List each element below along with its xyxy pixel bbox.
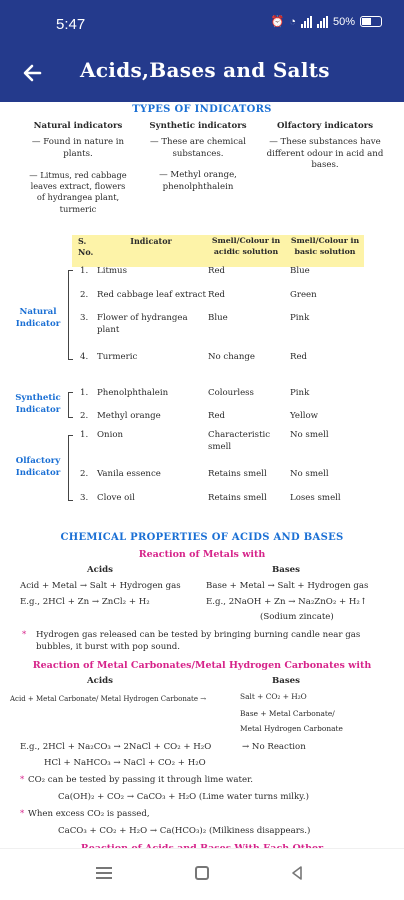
carb-acids-label: Acids — [86, 676, 113, 686]
th-sno: S. No. — [78, 236, 94, 257]
carb-bases-label: Bases — [272, 676, 300, 686]
carb-eg1: E.g., 2HCl + Na₂CO₃ → 2NaCl + CO₂ + H₂O — [20, 742, 212, 752]
row-indicator: Phenolphthalein — [97, 388, 169, 398]
row-acidic: Red — [208, 290, 226, 300]
note2-text: CO₂ can be tested by passing it through lime water. — [28, 775, 253, 785]
row-acidic: Retains smell — [208, 493, 267, 503]
system-nav-bar — [0, 848, 404, 900]
row-basic: Yellow — [290, 411, 319, 421]
col2-p1: — These are chemical substances. — [150, 137, 246, 159]
row-basic: Pink — [290, 388, 310, 398]
th-indicator: Indicator — [130, 236, 172, 246]
note2-eq: Ca(OH)₂ + CO₂ → CaCO₃ + H₂O (Lime water turns milky.) — [58, 792, 309, 802]
home-nav-icon[interactable] — [195, 866, 209, 880]
row-sno: 1. — [80, 430, 89, 440]
row-sno: 2. — [80, 411, 89, 421]
types-heading: TYPES OF INDICATORS — [132, 104, 272, 115]
menu-nav-icon[interactable] — [96, 867, 112, 879]
note1-text: Hydrogen gas released can be tested by bringing burning candle near gas bubbles, it burst with pop sound. — [36, 630, 361, 652]
row-acidic: Colourless — [208, 388, 254, 398]
bracket-synthetic — [68, 392, 73, 418]
status-time: 5:47 — [56, 16, 86, 33]
row-sno: 3. — [80, 313, 89, 323]
row-indicator: Methyl orange — [97, 411, 161, 421]
row-basic: Pink — [290, 313, 310, 323]
note1-bullet: * — [22, 630, 27, 640]
note3-eq: CaCO₃ + CO₂ + H₂O → Ca(HCO₃)₂ (Milkiness disappears.) — [58, 826, 311, 836]
battery-icon — [360, 16, 382, 27]
carb-acid-prod: Salt + CO₂ + H₂O — [240, 692, 307, 701]
row-acidic: Characteristic smell — [208, 430, 271, 452]
row-indicator: Flower of hydrangea plant — [97, 313, 188, 335]
signal-icon-2 — [317, 16, 328, 28]
row-acidic: Red — [208, 266, 226, 276]
bracket-natural — [68, 270, 73, 360]
col3-p1: — These substances have different odour in acid and bases. — [266, 137, 384, 171]
base-metal-eg: E.g., 2NaOH + Zn → Na₂ZnO₂ + H₂↑ — [206, 597, 368, 607]
col2-p2: — Methyl orange, phenolphthalein — [159, 170, 237, 192]
row-indicator: Vanila essence — [97, 469, 161, 479]
acid-metal-eg: E.g., 2HCl + Zn → ZnCl₂ + H₂ — [20, 597, 150, 607]
row-basic: Blue — [290, 266, 310, 276]
carb-eg-arrow: → No Reaction — [242, 742, 306, 752]
alarm-icon: ⏰ — [270, 16, 285, 28]
carb-title: Reaction of Metal Carbonates/Metal Hydrogen Carbonates with — [32, 660, 372, 671]
carb-base-eq2: Metal Hydrogen Carbonate — [240, 724, 343, 733]
row-indicator: Clove oil — [97, 493, 135, 503]
row-indicator: Litmus — [97, 266, 128, 276]
carb-eg2: HCl + NaHCO₃ → NaCl + CO₂ + H₂O — [44, 758, 206, 768]
row-indicator: Onion — [97, 430, 124, 440]
acid-metal-eq: Acid + Metal → Salt + Hydrogen gas — [20, 581, 181, 591]
col2-title: Synthetic indicators — [149, 121, 247, 131]
row-acidic: Red — [208, 411, 226, 421]
col1-p2: — Litmus, red cabbage leaves extract, flowers of hydrangea plant, turmeric — [29, 170, 127, 214]
carb-acid-eq: Acid + Metal Carbonate/ Metal Hydrogen Carbonate → — [10, 695, 207, 703]
metals-title: Reaction of Metals with — [138, 549, 266, 560]
row-acidic: Blue — [208, 313, 228, 323]
content-area[interactable] — [0, 102, 404, 848]
bracket-olfactory — [68, 435, 73, 501]
app-bar — [0, 44, 404, 102]
row-sno: 1. — [80, 266, 89, 276]
group-olfactory: Olfactory Indicator — [15, 456, 61, 479]
bases-label: Bases — [272, 565, 300, 575]
page-title: Acids,Bases and Salts — [80, 58, 330, 82]
carb-base-eq1: Base + Metal Carbonate/ — [240, 709, 335, 718]
row-sno: 3. — [80, 493, 89, 503]
row-basic: Red — [290, 352, 308, 362]
row-indicator: Red cabbage leaf extract — [97, 290, 206, 300]
row-acidic: Retains smell — [208, 469, 267, 479]
col1-p1: — Found in nature in plants. — [31, 137, 125, 159]
row-basic: Green — [290, 290, 317, 300]
row-basic: Loses smell — [290, 493, 341, 503]
wifi-icon: ◔ — [289, 15, 296, 28]
note3-text: When excess CO₂ is passed, — [28, 809, 150, 819]
row-basic: No smell — [290, 430, 329, 440]
row-indicator: Turmeric — [97, 352, 138, 362]
signal-icon — [301, 16, 312, 28]
battery-percent: 50% — [332, 15, 355, 28]
row-acidic: No change — [208, 352, 256, 362]
status-icons — [271, 15, 382, 28]
row-sno: 1. — [80, 388, 89, 398]
col3-title: Olfactory indicators — [276, 121, 374, 131]
group-synthetic: Synthetic Indicator — [15, 393, 61, 416]
row-sno: 2. — [80, 469, 89, 479]
row-sno: 4. — [80, 352, 89, 362]
col1-title: Natural indicators — [33, 121, 123, 131]
row-sno: 2. — [80, 290, 89, 300]
back-nav-icon[interactable] — [290, 866, 304, 880]
note3-bullet: * — [20, 809, 25, 819]
note2-bullet: * — [20, 775, 25, 785]
back-arrow-icon[interactable] — [18, 58, 48, 88]
chem-heading: CHEMICAL PROPERTIES OF ACIDS AND BASES — [60, 532, 344, 543]
row-basic: No smell — [290, 469, 329, 479]
th-acidic: Smell/Colour in acidic solution — [211, 236, 281, 256]
status-bar — [0, 0, 404, 44]
base-metal-eg2: (Sodium zincate) — [260, 612, 334, 622]
acids-label: Acids — [86, 565, 113, 575]
group-natural: Natural Indicator — [15, 307, 61, 330]
th-basic: Smell/Colour in basic solution — [290, 236, 360, 256]
base-metal-eq: Base + Metal → Salt + Hydrogen gas — [206, 581, 369, 591]
